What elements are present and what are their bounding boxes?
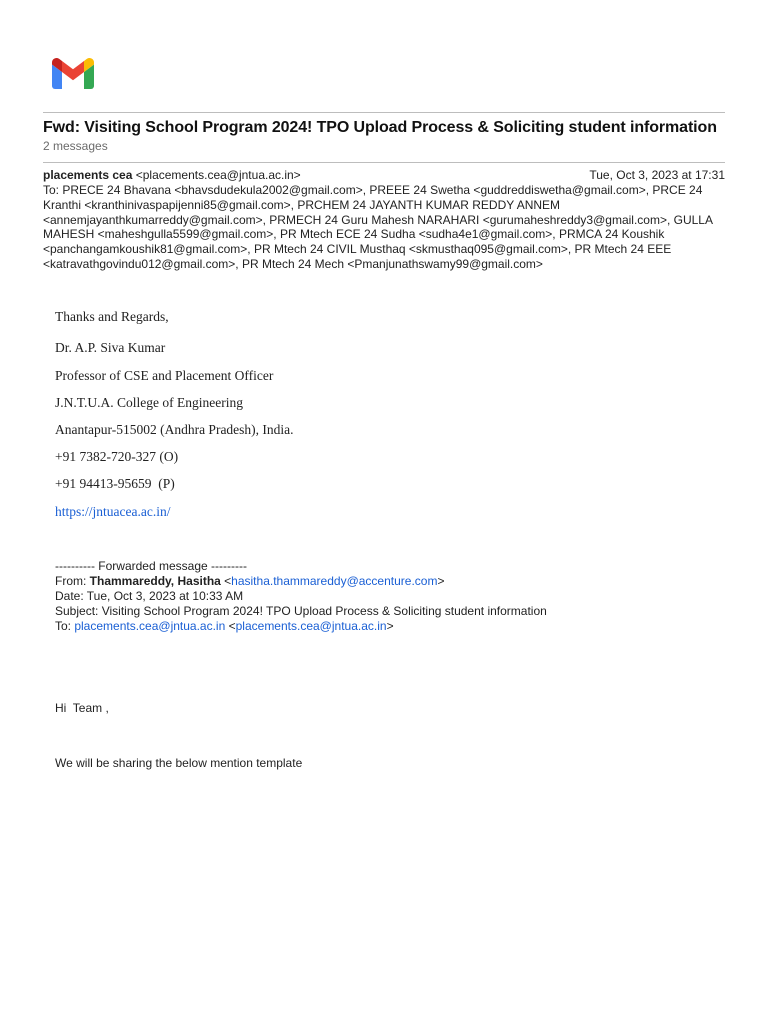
signature-address: Anantapur-515002 (Andhra Pradesh), India.: [55, 422, 294, 437]
signature-website-link[interactable]: https://jntuacea.ac.in/: [55, 504, 171, 519]
signature-phone-office: +91 7382-720-327 (O): [55, 449, 179, 464]
recipients-list: [43, 183, 733, 272]
forwarded-to: To: placements.cea@jntua.ac.in <placements.cea@jntua.ac.in>: [55, 618, 394, 633]
forwarded-from-name: Thammareddy, Hasitha: [89, 573, 221, 588]
recipients-line: MAHESH <maheshgulla5599@gmail.com>, PR Mtech ECE 24 Sudha <sudha4e1@gmail.com>, PRMCA 24 Koushik: [43, 227, 665, 242]
sender-email: <placements.cea@jntua.ac.in>: [135, 168, 301, 182]
sender-name: placements cea: [43, 168, 133, 182]
forwarded-subject: Subject: Visiting School Program 2024! TPO Upload Process & Soliciting student information: [55, 603, 547, 618]
gmail-logo-icon: [52, 58, 94, 90]
forwarded-to-link[interactable]: placements.cea@jntua.ac.in: [74, 618, 226, 633]
signature-college: J.N.T.U.A. College of Engineering: [55, 395, 243, 410]
recipients-line: <annemjayanthkumarreddy@gmail.com>, PRMECH 24 Guru Mahesh NARAHARI <gurumaheshreddy3@gmail.com>, GULLA: [43, 212, 713, 227]
message-header: [43, 168, 725, 182]
recipients-line: <panchangamkoushik81@gmail.com>, PR Mtech 24 CIVIL Musthaq <skmusthaq095@gmail.com>, PR Mtech 24 EEE: [43, 242, 672, 257]
forwarded-from: From: Thammareddy, Hasitha <hasitha.thammareddy@accenture.com>: [55, 573, 445, 588]
forwarded-from-email-link[interactable]: hasitha.thammareddy@accenture.com: [231, 573, 438, 588]
message-timestamp: Tue, Oct 3, 2023 at 17:31: [589, 168, 725, 182]
subject-divider: [43, 162, 725, 163]
message-count: 2 messages: [43, 139, 108, 153]
body-greeting: Hi Team ,: [55, 701, 109, 715]
recipients-line: To: PRECE 24 Bhavana <bhavsdudekula2002@gmail.com>, PREEE 24 Swetha <guddreddiswetha@gmail.com>, PRCE 24: [43, 183, 703, 197]
body-line: We will be sharing the below mention template: [55, 756, 303, 770]
signature-title: Professor of CSE and Placement Officer: [55, 368, 274, 383]
recipients-line: Kranthi <kranthinivaspapijenni85@gmail.com>, PRCHEM 24 JAYANTH KUMAR REDDY ANNEM: [43, 197, 561, 212]
thread-subject: Fwd: Visiting School Program 2024! TPO Upload Process & Soliciting student information: [43, 119, 717, 136]
signature-name: Dr. A.P. Siva Kumar: [55, 340, 166, 355]
recipients-line: <katravathgovindu012@gmail.com>, PR Mtech 24 Mech <Pmanjunathswamy99@gmail.com>: [43, 256, 543, 271]
forwarded-divider-text: ---------- Forwarded message ---------: [55, 559, 247, 573]
signature-regards: Thanks and Regards,: [55, 309, 169, 324]
signature-phone-personal: +91 94413-95659 (P): [55, 476, 175, 491]
header-divider: [43, 112, 725, 113]
forwarded-to-email-link[interactable]: placements.cea@jntua.ac.in: [235, 618, 387, 633]
forwarded-message-header: [55, 559, 735, 634]
forwarded-date: Date: Tue, Oct 3, 2023 at 10:33 AM: [55, 588, 244, 603]
